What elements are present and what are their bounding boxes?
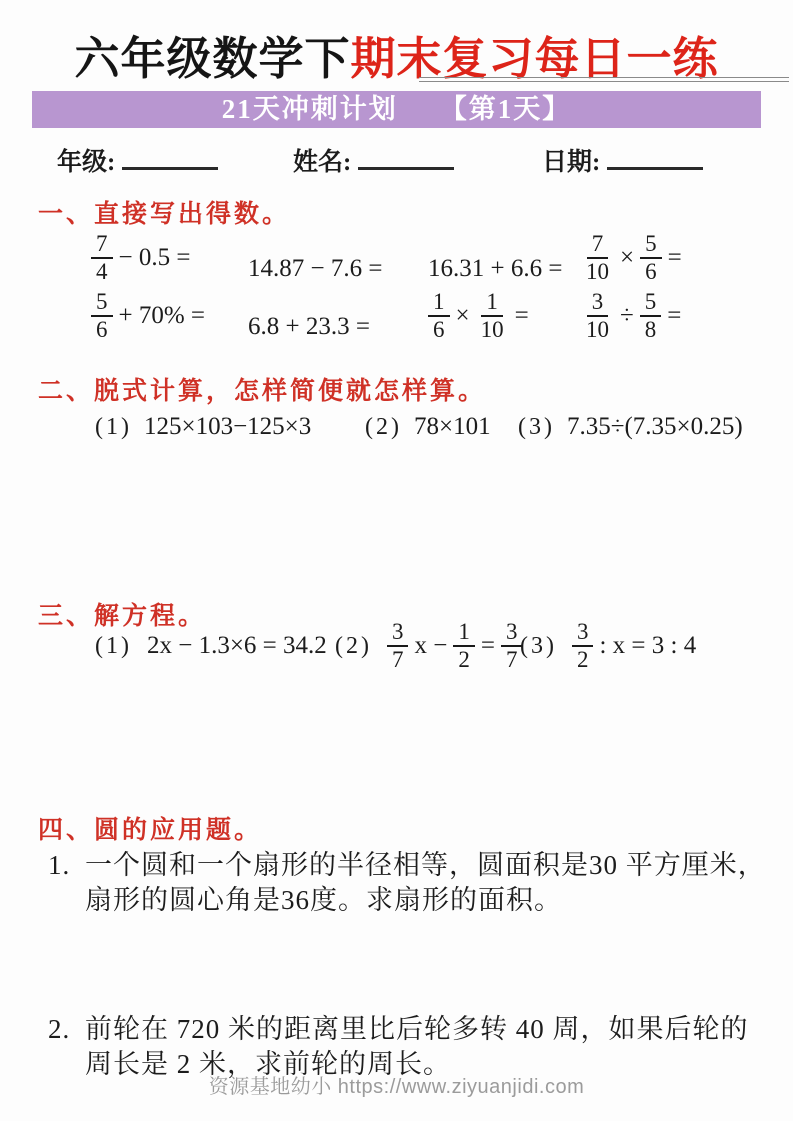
s4-problem-2-text: 前轮在 720 米的距离里比后轮多转 40 周，如果后轮的周长是 2 米，求前轮的周长。 — [85, 1014, 749, 1079]
field-grade-blank — [122, 143, 218, 170]
field-date-blank — [607, 143, 703, 170]
s2-problem-3 — [518, 409, 743, 445]
math-text: : x = 3 : 4 — [599, 632, 697, 659]
s1-problem-5 — [88, 287, 245, 345]
fraction: $\frac{7}{4}$ — [91, 231, 113, 285]
math-text: − 0.5 = — [118, 244, 191, 271]
s1-problem-7 — [425, 287, 578, 345]
math-text: = — [667, 244, 682, 271]
s1-problem-4 — [578, 229, 788, 287]
title-double-underline — [419, 77, 789, 82]
s2-problem-3-label: (3) — [518, 413, 555, 440]
s3-problem-1-expr — [144, 632, 330, 660]
s3-problem-1-label: (1) — [95, 632, 132, 659]
s2-problem-2-label: (2) — [365, 413, 402, 440]
math-text: 6.8 + 23.3 = — [248, 313, 370, 340]
math-text: 14.87 − 7.6 = — [248, 255, 383, 282]
s1-problem-3 — [425, 229, 578, 287]
fraction: $\frac{1}{6}$ — [428, 289, 450, 343]
s2-problem-3-expr: 7.35÷(7.35×0.25) — [566, 413, 743, 440]
banner-plan-text: 21天冲刺计划 — [221, 94, 398, 124]
math-text: + 70% = — [118, 302, 206, 329]
section1-heading: 一、直接写出得数。 — [38, 201, 291, 228]
s2-problem-1-label: (1) — [95, 413, 132, 440]
plan-banner — [32, 91, 761, 128]
math-text: 16.31 + 6.6 = — [428, 255, 563, 282]
fraction: $\frac{3}{10}$ — [586, 289, 609, 342]
fraction: $\frac{5}{6}$ — [640, 231, 662, 285]
fraction: $\frac{5}{8}$ — [640, 289, 662, 343]
math-text: 2x − 1.3×6 = 34.2 — [146, 632, 327, 659]
s2-problem-2 — [365, 409, 491, 445]
field-name-blank — [358, 143, 454, 170]
title-grade-part: 六年级数学下 — [74, 34, 351, 84]
student-info-row — [0, 142, 793, 178]
s4-problem-1-text: 一个圆和一个扇形的半径相等，圆面积是30 平方厘米，扇形的圆心角是36度。求扇形的面积。 — [85, 850, 766, 915]
s2-problem-1 — [95, 409, 311, 445]
watermark-url: 资源基地幼小 https://www.ziyuanjidi.com — [208, 1076, 585, 1098]
math-text: = — [667, 302, 682, 329]
s2-problem-2-expr: 78×101 — [413, 413, 491, 440]
fraction: $\frac{1}{2}$ — [453, 619, 475, 673]
fraction: $\frac{3}{7}$ — [501, 619, 523, 673]
field-date — [542, 142, 703, 178]
s1-problem-2 — [245, 229, 425, 287]
field-name-label: 姓名: — [293, 149, 352, 176]
s3-problem-3 — [520, 612, 699, 680]
s3-problem-3-label: (3) — [520, 632, 557, 659]
s1-problem-1 — [88, 229, 245, 287]
fraction: $\frac{3}{2}$ — [572, 619, 594, 673]
field-grade-label: 年级: — [57, 149, 116, 176]
section3-heading: 三、解方程。 — [38, 603, 207, 630]
field-name — [293, 142, 454, 178]
s1-problem-6 — [245, 287, 425, 345]
banner-day-text: 【第1天】 — [439, 94, 572, 124]
field-date-label: 日期: — [542, 149, 601, 176]
s4-problem-1-number: 1. — [48, 850, 71, 880]
field-grade — [57, 142, 218, 178]
fraction: $\frac{5}{6}$ — [91, 289, 113, 343]
math-text: = — [514, 302, 529, 329]
math-text: ÷ — [620, 302, 634, 329]
math-text: = — [480, 632, 495, 659]
s4-problem-2-number: 2. — [48, 1014, 71, 1044]
s4-problem-1 — [48, 848, 775, 917]
section1-problems — [88, 229, 788, 345]
s3-problem-3-expr — [569, 619, 699, 673]
fraction: $\frac{1}{10}$ — [480, 289, 504, 342]
section4-heading: 四、圆的应用题。 — [38, 817, 263, 844]
title-topic-part: 期末复习每日一练 — [350, 34, 719, 84]
math-text: × — [455, 302, 470, 329]
s2-problem-1-expr: 125×103−125×3 — [143, 413, 312, 440]
section2-heading: 二、脱式计算，怎样简便就怎样算。 — [38, 378, 487, 405]
math-text: × — [620, 244, 635, 271]
fraction: $\frac{3}{7}$ — [387, 619, 409, 673]
s3-problem-2-expr — [384, 619, 525, 673]
fraction: $\frac{7}{10}$ — [586, 231, 609, 284]
math-text: x − — [414, 632, 448, 659]
s1-problem-8 — [578, 287, 788, 345]
s3-problem-1 — [95, 612, 330, 680]
s3-problem-2-label: (2) — [335, 632, 372, 659]
s3-problem-2 — [335, 612, 525, 680]
